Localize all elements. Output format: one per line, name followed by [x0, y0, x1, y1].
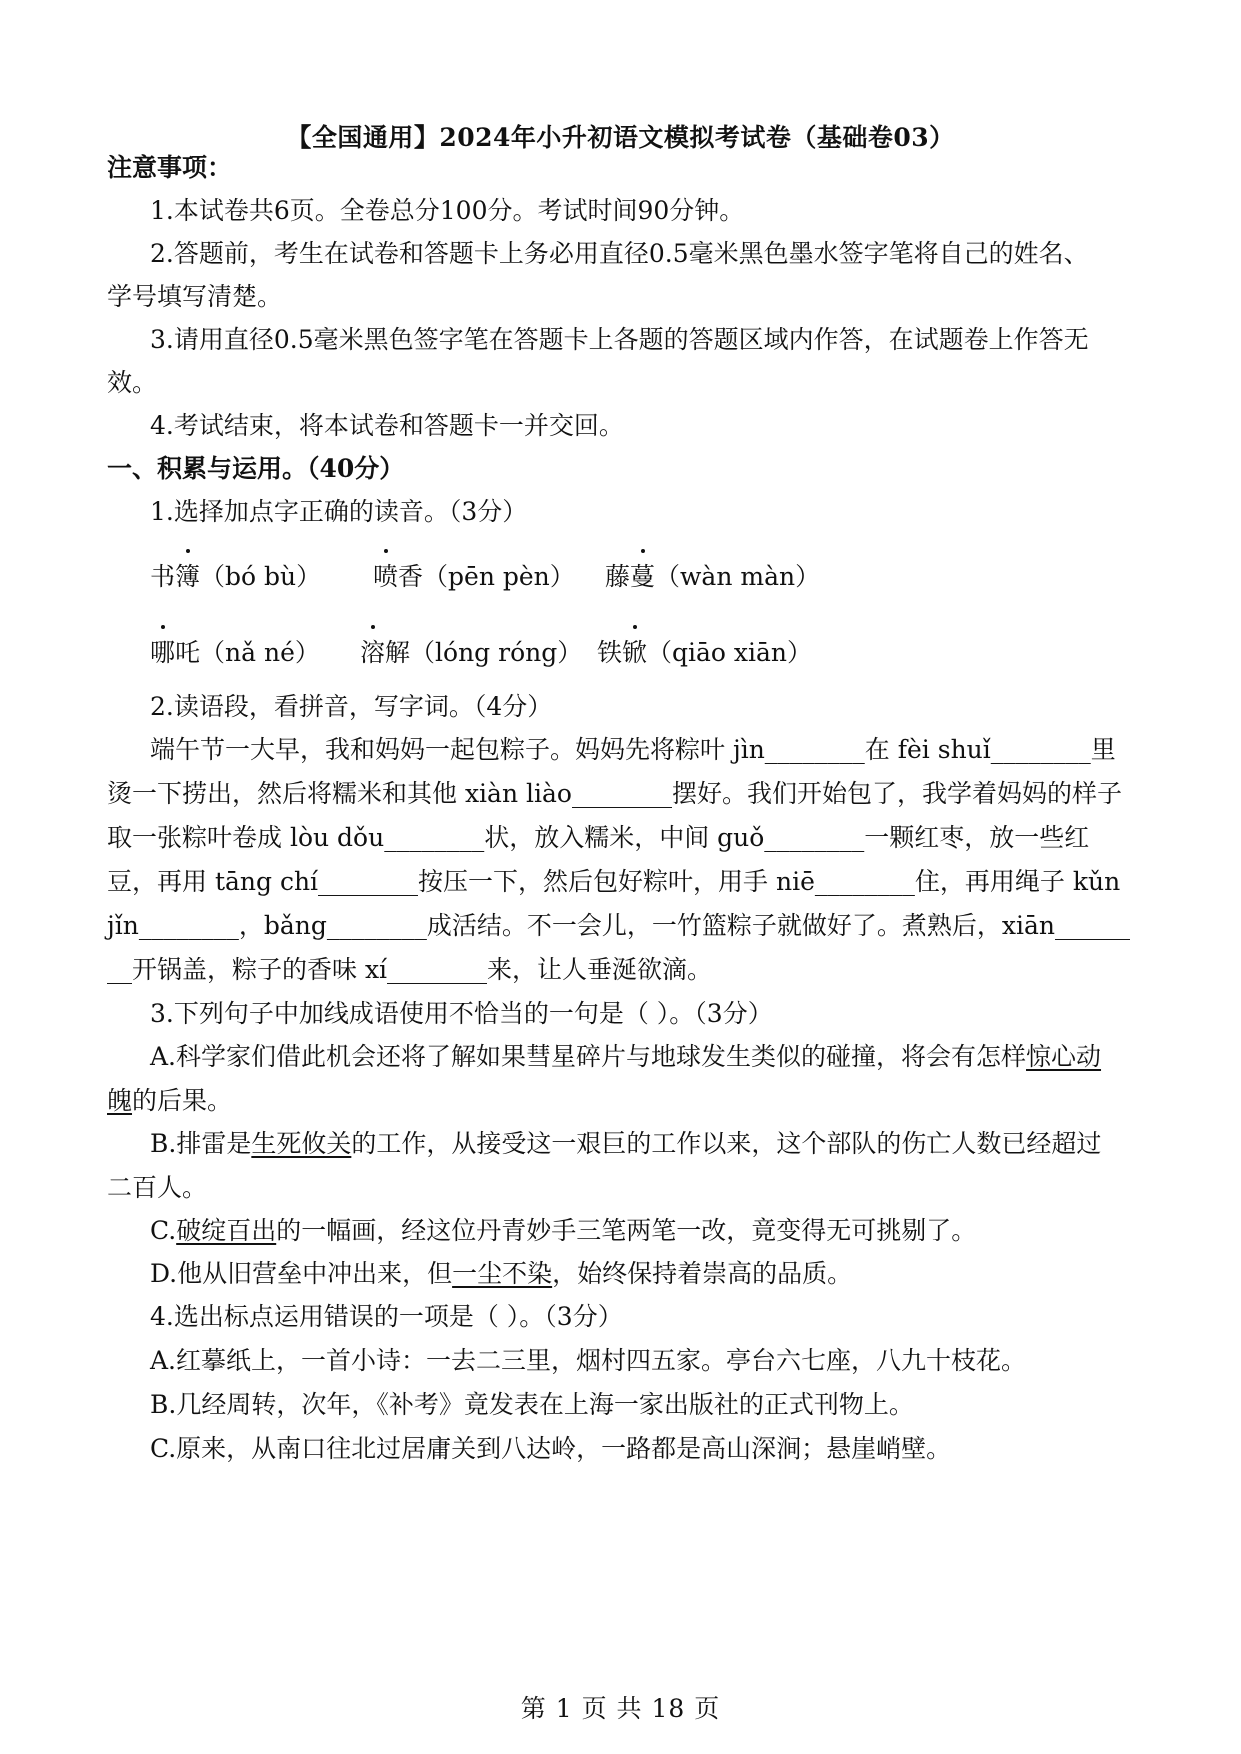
- q4-stem: 4.选出标点运用错误的一项是（ ）。（3分）: [150, 1302, 623, 1331]
- q3-option-c: C.破绽百出的一幅画，经这位丹青妙手三笔两笔一改，竟变得无可挑剔了。: [150, 1216, 977, 1245]
- q2-line-1: 端午节一大早，我和妈妈一起包粽子。妈妈先将粽叶 jìn________在 fèi shuǐ________里: [150, 735, 1116, 764]
- q1-item: 溶解（lóng róng）: [360, 633, 582, 669]
- idiom-underline: 惊心动: [1026, 1042, 1102, 1071]
- page-title: 【全国通用】2024年小升初语文模拟考试卷（基础卷03）: [286, 123, 955, 152]
- q3-stem: 3.下列句子中加线成语使用不恰当的一句是（ ）。（3分）: [150, 999, 773, 1028]
- q2-line-6: __开锅盖，粽子的香味 xí________来，让人垂涎欲滴。: [107, 955, 713, 984]
- q1-item: 藤蔓（wàn màn）: [605, 557, 820, 593]
- section-1-heading: 一、积累与运用。（40分）: [107, 454, 405, 483]
- idiom-underline: 魄: [107, 1086, 133, 1115]
- q2-line-2: 烫一下捞出，然后将糯米和其他 xiàn liào________摆好。我们开始包了，我学着妈妈的样子: [107, 779, 1122, 808]
- q3-option-d: D.他从旧营垒中冲出来，但一尘不染，始终保持着崇高的品质。: [150, 1259, 853, 1288]
- q3-option-b-cont: 二百人。: [107, 1173, 208, 1202]
- q1-item: 铁锨（qiāo xiān）: [597, 633, 812, 669]
- q4-option-c: C.原来，从南口往北过居庸关到八达岭，一路都是高山深涧；悬崖峭壁。: [150, 1434, 952, 1463]
- q2-line-4: 豆，再用 tāng chí________按压一下，然后包好粽叶，用手 niē________住，再用绳子 kǔn: [107, 867, 1121, 896]
- notice-item-3-cont: 效。: [107, 368, 158, 397]
- q2-stem: 2.读语段，看拼音，写字词。（4分）: [150, 692, 553, 721]
- q1-row-1: [150, 557, 1050, 589]
- q3-option-a-cont: 魄的后果。: [107, 1086, 233, 1115]
- q1-stem: 1.选择加点字正确的读音。（3分）: [150, 497, 528, 526]
- idiom-underline: 生死攸关: [251, 1129, 352, 1158]
- q4-option-b: B.几经周转，次年，《补考》竟发表在上海一家出版社的正式刊物上。: [150, 1390, 914, 1419]
- q4-option-a: A.红摹纸上，一首小诗：一去二三里，烟村四五家。亭台六七座，八九十枝花。: [150, 1346, 1027, 1375]
- q2-line-5: jǐn________，bǎng________成活结。不一会儿，一竹篮粽子就做好了。煮熟后，xiān______: [107, 911, 1130, 940]
- notice-item-3: 3.请用直径0.5毫米黑色签字笔在答题卡上各题的答题区域内作答，在试题卷上作答无: [150, 325, 1089, 354]
- q3-option-b: B.排雷是生死攸关的工作，从接受这一艰巨的工作以来，这个部队的伤亡人数已经超过: [150, 1129, 1102, 1158]
- q3-option-a: A.科学家们借此机会还将了解如果彗星碎片与地球发生类似的碰撞，将会有怎样惊心动: [150, 1042, 1102, 1071]
- notice-heading: 注意事项：: [107, 153, 233, 182]
- q1-item: 喷香（pēn pèn）: [373, 557, 575, 593]
- notice-item-1: 1.本试卷共6页。全卷总分100分。考试时间90分钟。: [150, 196, 745, 225]
- notice-item-4: 4.考试结束，将本试卷和答题卡一并交回。: [150, 411, 624, 440]
- notice-item-2: 2.答题前，考生在试卷和答题卡上务必用直径0.5毫米黑色墨水签字笔将自己的姓名、: [150, 239, 1089, 268]
- q1-item: 哪吒（nǎ né）: [150, 633, 320, 669]
- idiom-underline: 破绽百出: [176, 1216, 277, 1245]
- q2-line-3: 取一张粽叶卷成 lòu dǒu________状，放入糯米，中间 guǒ________一颗红枣，放一些红: [107, 823, 1090, 852]
- q1-item: 书簿（bó bù）: [150, 557, 321, 593]
- q1-row-2: [150, 633, 1050, 665]
- idiom-underline: 一尘不染: [452, 1259, 553, 1288]
- page-footer: 第 1 页 共 18 页: [520, 1694, 721, 1723]
- notice-item-2-cont: 学号填写清楚。: [107, 282, 283, 311]
